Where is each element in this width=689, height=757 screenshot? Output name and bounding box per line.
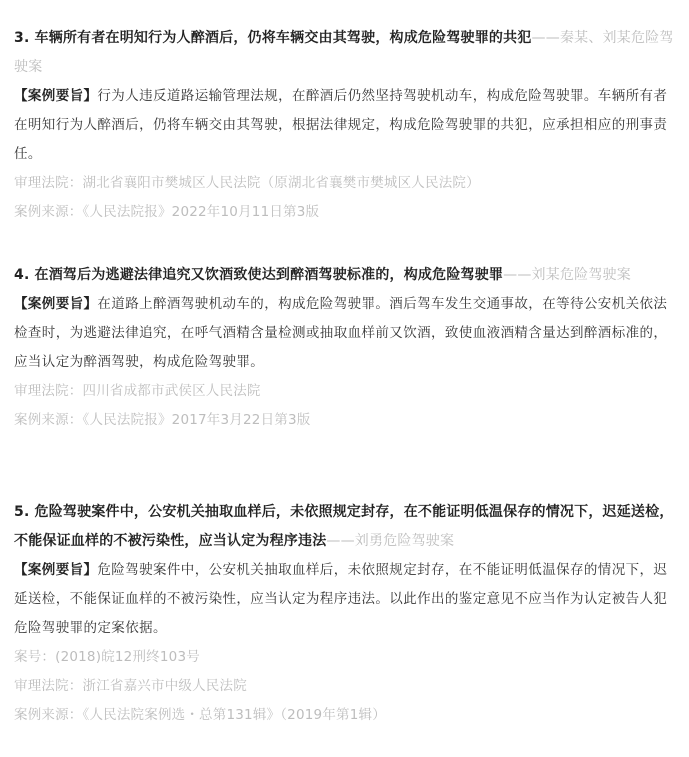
case-source: 案例来源：《人民法院报》2017年3月22日第3版	[14, 412, 311, 428]
case-gist-tag: 【案例要旨】	[14, 88, 98, 104]
case-gist-text: 行为人违反道路运输管理法规，在醉酒后仍然坚持驾驶机动车，构成危险驾驶罪。车辆所有者在明知行为人醉酒后，仍将车辆交由其驾驶，根据法律规定，构成危险驾驶罪的共犯，应承担相应的刑事责任。	[14, 88, 668, 162]
case-gist-text: 在道路上醉酒驾驶机动车的，构成危险驾驶罪。酒后驾车发生交通事故，在等待公安机关依法检查时，为逃避法律追究，在呼气酒精含量检测或抽取血样前又饮酒，致使血液酒精含量达到醉酒标准的，应当认定为醉酒驾驶，构成危险驾驶罪。	[14, 296, 668, 370]
case-gist-text: 危险驾驶案件中，公安机关抽取血样后，未依照规定封存，在不能证明低温保存的情况下，迟延送检，不能保证血样的不被污染性，应当认定为程序违法。以此作出的鉴定意见不应当作为认定被告人犯危险驾驶罪的定案依据。	[14, 562, 668, 636]
case-parties: ——秦某、刘某危险驾驶案	[14, 30, 674, 75]
case-entry-3	[14, 24, 674, 227]
case-title	[14, 24, 674, 82]
case-court: 审理法院：湖北省襄阳市樊城区人民法院（原湖北省襄樊市樊城区人民法院）	[14, 175, 480, 191]
case-entry-4	[14, 261, 674, 435]
case-number: 案号：(2018)皖12刑终103号	[14, 649, 200, 665]
case-source: 案例来源：《人民法院报》2022年10月11日第3版	[14, 204, 320, 220]
case-title	[14, 498, 674, 556]
case-court: 审理法院：四川省成都市武侯区人民法院	[14, 383, 261, 399]
case-title-text: 4. 在酒驾后为逃避法律追究又饮酒致使达到醉酒驾驶标准的，构成危险驾驶罪	[14, 267, 504, 283]
case-parties: ——刘某危险驾驶案	[503, 267, 631, 283]
case-gist	[14, 82, 674, 169]
case-gist-tag: 【案例要旨】	[14, 296, 98, 312]
case-gist-tag: 【案例要旨】	[14, 562, 98, 578]
case-court: 审理法院：浙江省嘉兴市中级人民法院	[14, 678, 247, 694]
case-title-text: 5. 危险驾驶案件中，公安机关抽取血样后，未依照规定封存，在不能证明低温保存的情况下，迟延送检，不能保证血样的不被污染性，应当认定为程序违法	[14, 504, 674, 549]
case-entry-5	[14, 498, 674, 730]
case-parties: ——刘勇危险驾驶案	[326, 533, 455, 549]
case-title	[14, 261, 674, 290]
case-gist	[14, 556, 674, 643]
case-source: 案例来源：《人民法院案例选・总第131辑》（2019年第1辑）	[14, 707, 386, 723]
case-gist	[14, 290, 674, 377]
case-title-text: 3. 车辆所有者在明知行为人醉酒后，仍将车辆交由其驾驶，构成危险驾驶罪的共犯	[14, 30, 532, 46]
